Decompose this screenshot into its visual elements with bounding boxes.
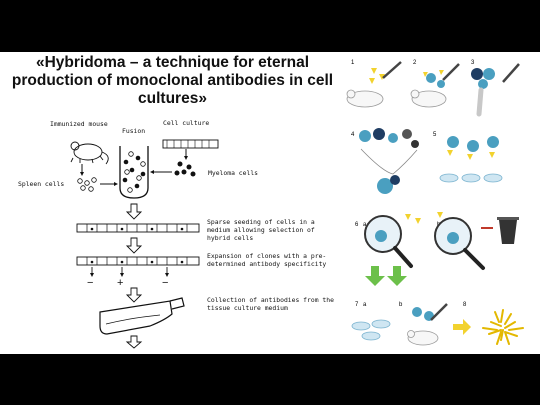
- culture-flask: [100, 298, 184, 334]
- petri-dishes: [352, 320, 390, 340]
- step-number-4: 4: [351, 132, 355, 138]
- arrow-down-4: [127, 336, 141, 348]
- step-number-5: 5: [433, 132, 437, 138]
- fusion-cells: [359, 128, 419, 194]
- mouse-icon: [408, 331, 439, 346]
- step-number-2: 2: [413, 60, 417, 66]
- mouse-drawing: [71, 142, 108, 164]
- magnifier-icon: [365, 216, 411, 266]
- sign-positive: +: [117, 277, 124, 289]
- label-cell-culture: Cell culture: [163, 119, 210, 127]
- step-label-7b: b: [399, 302, 403, 308]
- step-sparse-seeding-line-3: hybrid cells: [207, 234, 254, 242]
- step-label-6a: a: [363, 222, 367, 228]
- step-number-8: 8: [463, 302, 467, 308]
- well-plate-expansion: [77, 257, 199, 265]
- mouse-icon: [347, 90, 383, 107]
- slide: [0, 52, 540, 354]
- bone-icon: [479, 90, 481, 114]
- step-label-7a: a: [363, 302, 367, 308]
- step-collection-line-1: Collection of antibodies from the: [207, 296, 334, 304]
- well-plate-seeding: [77, 224, 199, 232]
- colored-illustration: [343, 54, 538, 352]
- label-immunized-mouse: Immunized mouse: [50, 120, 108, 128]
- step-number-6: 6: [355, 222, 359, 228]
- step-collection-line-2: tissue culture medium: [207, 304, 288, 312]
- step-number-1: 1: [351, 60, 355, 66]
- antigen-triangles: [369, 68, 385, 84]
- label-myeloma-cells: Myeloma cells: [208, 169, 259, 177]
- green-arrows: [365, 266, 407, 286]
- step-expansion-line-2: determined antibody specificity: [207, 260, 327, 268]
- spleen-cells: [78, 178, 97, 192]
- sign-negative-left: −: [87, 277, 94, 289]
- trash-bin-icon: [497, 217, 519, 244]
- myeloma-cells: [175, 162, 196, 177]
- label-fusion: Fusion: [122, 127, 146, 135]
- step-expansion-line-1: Expansion of clones with a pre-: [207, 252, 327, 260]
- antibody-cluster-icon: [483, 310, 523, 344]
- arrow-down-2: [127, 238, 141, 253]
- mouse-icon: [411, 90, 446, 107]
- spleen-cells-icon: [471, 68, 495, 89]
- step-number-3: 3: [471, 60, 475, 66]
- magnifier-icon: [435, 218, 483, 268]
- hybridoma-process-diagram: [0, 112, 345, 354]
- arrow-down-1: [127, 204, 141, 219]
- step-number-7: 7: [355, 302, 359, 308]
- petri-dishes: [440, 174, 502, 182]
- step-sparse-seeding-line-1: Sparse seeding of cells in a: [207, 218, 315, 226]
- yellow-arrow-icon: [453, 319, 471, 335]
- step-sparse-seeding-line-2: medium allowing selection of: [207, 226, 315, 234]
- selection-arrows: [92, 267, 167, 275]
- label-spleen-cells: Spleen cells: [18, 180, 65, 188]
- culture-dish: [163, 140, 218, 148]
- sign-negative-right: −: [162, 277, 169, 289]
- arrow-down-3: [127, 288, 141, 302]
- slide-title: «Hybridoma – a technique for eternal production of monoclonal antibodies in cell cultures»: [11, 54, 334, 107]
- hybridoma-cells: [447, 136, 499, 160]
- syringe-icon: [383, 62, 401, 78]
